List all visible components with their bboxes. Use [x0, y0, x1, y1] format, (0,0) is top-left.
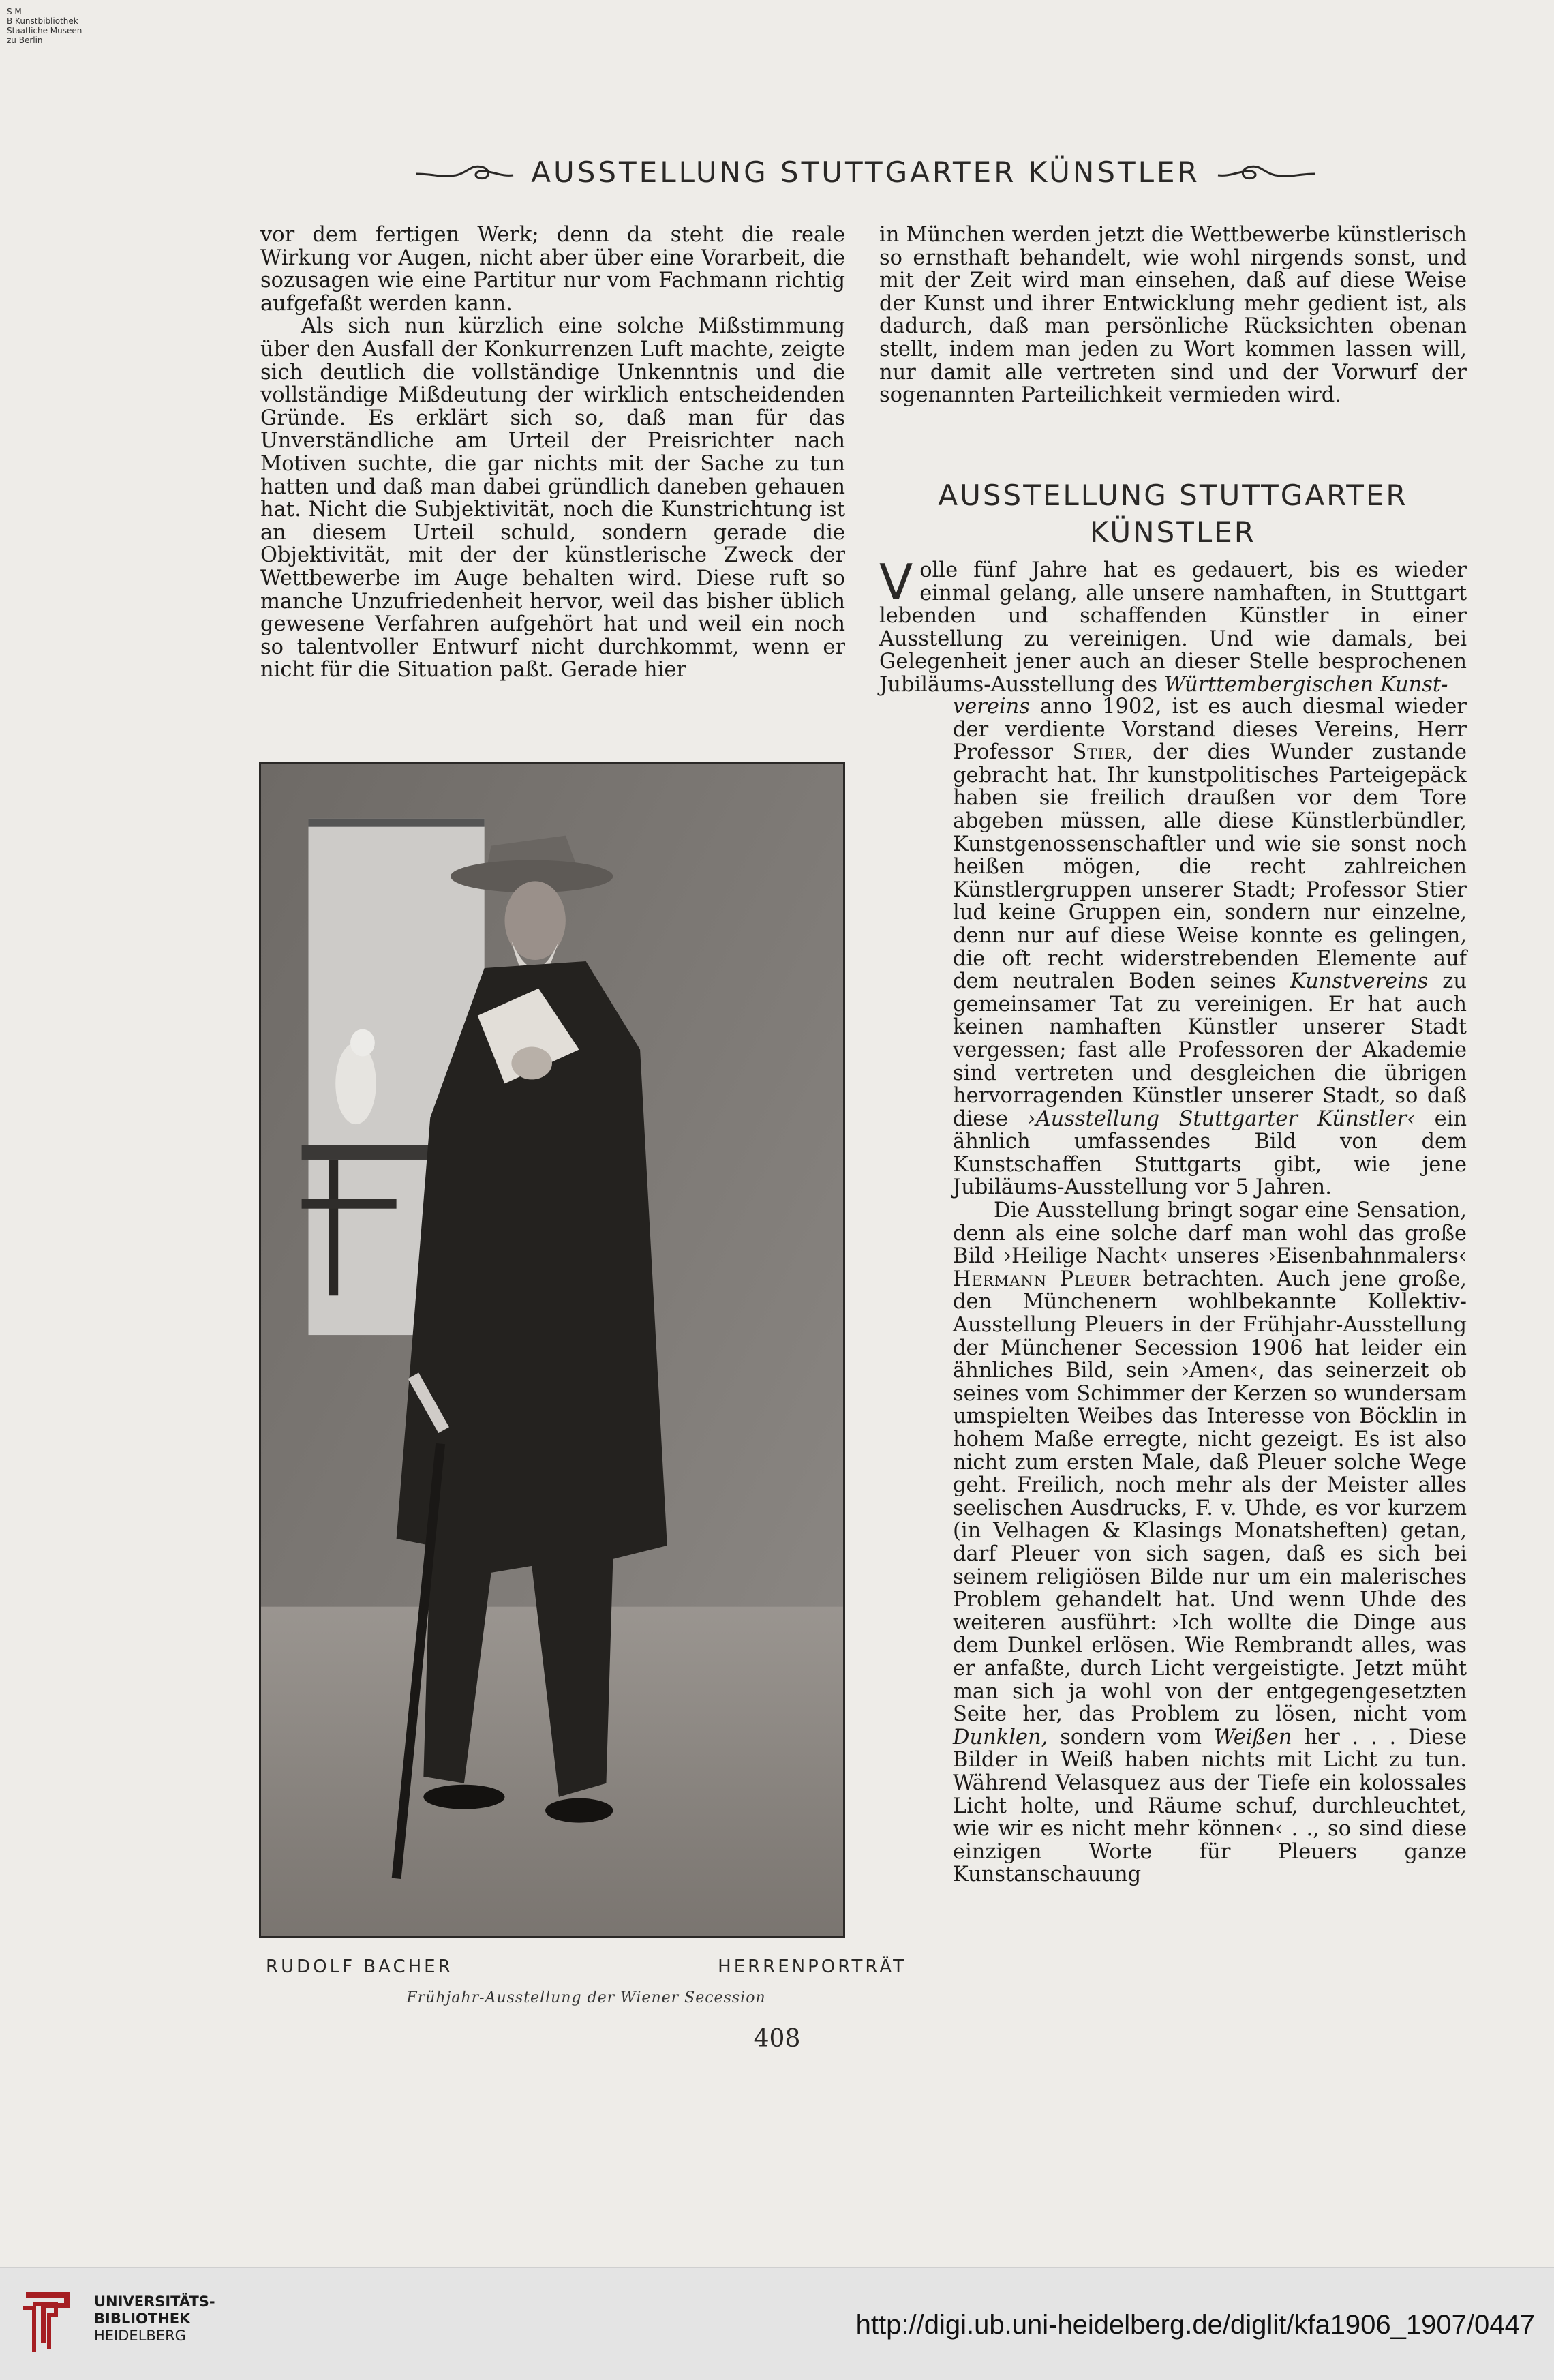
- shoe-right: [545, 1798, 613, 1823]
- shoe-left: [423, 1785, 504, 1809]
- figure-caption: [266, 1957, 906, 1977]
- section-heading: AUSSTELLUNG STUTTGARTER KÜNSTLER: [938, 479, 1408, 549]
- paragraph: olle fünf Jahre hat es gedauert, bis es wieder einmal gelang, alle unsere namhaften, in Stuttgart lebenden und schaffenden Künstler in einer Ausstellung zu vereinigen. Und wie damals, bei Gelegenheit jener auch an dieser Stelle besprochenen Jubiläums-Ausstellung des Württembergischen Kunst-: [879, 558, 1467, 697]
- paragraph: Die Ausstellung bringt sogar eine Sensation, denn als eine solche darf man wohl das große Bild ›Heilige Nacht‹ unseres ›Eisenbahnmalers‹ Hermann Pleuer betrachten. Auch jene große, den Münchenern wohlbekannte Kollektiv-Ausstellung Pleuers in der Frühjahr-Ausstellung der Münchener Secession 1906 hat leider ein ähnliches Bild, sein ›Amen‹, das seinerzeit ob seines vom Schimmer der Kerzen so wundersam umspielten Weibes das Interesse von Böcklin in hohem Maße erregte, nicht gezeigt. Es ist also nicht zum ersten Male, daß Pleuer solche Wege geht. Freilich, noch mehr als der Meister alles seelischen Ausdrucks, F. v. Uhde, es vor kurzem (in Velhagen & Klasings Monatsheften) getan, darf Pleuer von sich sagen, daß es sich bei seinem religiösen Bilde nur um ein malerisches Problem gehandelt hat. Und wenn Uhde des weiteren ausführt: ›Ich wollte die Dinge aus dem Dunkel erlösen. Wie Rembrandt alles, was er anfaßte, durch Licht vergeistigte. Jetzt müht man sich ja wohl von der entgegengesetzten Seite her, das Problem zu lösen, nicht vom Dunklen, sondern vom Weißen her . . . Diese Bilder in Weiß haben nichts mit Licht zu tun. Während Velasquez aus der Tiefe ein kolossales Licht holte, und Räume schuf, durchleuchtet, wie wir es nicht mehr können‹ . ., so sind diese einzigen Worte für Pleuers ganze Kunstanschauung: [953, 1199, 1467, 1887]
- article-intro: [879, 554, 1467, 697]
- right-column-body: [953, 695, 1467, 1886]
- paragraph: in München werden jetzt die Wettbewerbe künstlerisch so ernsthaft behandelt, wie wohl nirgends sonst, und mit der Zeit wird man einsehen, daß auf diese Weise der Kunst und ihrer Entwicklung mehr gedient ist, als dadurch, daß man persönliche Rücksichten obenan stellt, indem man jeden zu Wort kommen lassen will, nur damit alle vertreten sind und der Vorwurf der sogenannten Parteilichkeit vermieden wird.: [879, 223, 1467, 408]
- portrait-image: [261, 764, 843, 1936]
- library-logo-icon: [19, 2281, 82, 2356]
- left-column: [260, 224, 845, 682]
- portrait-photograph: [259, 762, 845, 1938]
- library-name: UNIVERSITÄTS- BIBLIOTHEK HEIDELBERG: [94, 2293, 215, 2344]
- drop-cap: V: [879, 554, 913, 611]
- library-logo[interactable]: [19, 2281, 215, 2356]
- caption-title: HERRENPORTRÄT: [718, 1957, 906, 1977]
- running-header: [382, 151, 1350, 192]
- caption-subtitle: Frühjahr-Ausstellung der Wiener Secession: [406, 1989, 766, 2006]
- paragraph: vor dem fertigen Werk; denn da steht die reale Wirkung vor Augen, nicht aber über eine Vorarbeit, die sozusagen wie eine Partitur nur vom Fachmann richtig aufgefaßt werden kann.: [260, 223, 845, 316]
- permalink-url[interactable]: http://digi.ub.uni-heidelberg.de/diglit/kfa1906_1907/0447: [855, 2310, 1535, 2340]
- ornament-right-icon: [1215, 160, 1317, 183]
- paragraph: vereins anno 1902, ist es auch diesmal wieder der verdiente Vorstand dieses Vereins, Herr Professor Stier, der dies Wunder zustande gebracht hat. Ihr kunstpolitisches Parteigepäck haben sie freilich draußen vor dem Tore abgeben müssen, alle diese Künstlerbündler, Kunstgenossenschaftler und wie sie sonst noch heißen mögen, die recht zahlreichen Künstlergruppen unserer Stadt; Professor Stier lud keine Gruppen ein, sondern nur einzelne, denn nur auf diese Weise konnte es gelingen, die oft recht widerstrebenden Elemente auf dem neutralen Boden seines Kunstvereins zu gemeinsamer Tat zu vereinigen. Er hat auch keinen namhaften Künstler unserer Stadt vergessen; fast alle Professoren der Akademie sind vertreten und desgleichen die übrigen hervorragenden Künstler unserer Stadt, so daß diese ›Ausstellung Stuttgarter Künstler‹ ein ähnlich umfassendes Bild von dem Kunstschaffen Stuttgarts gibt, wie jene Jubiläums-Ausstellung vor 5 Jahren.: [953, 695, 1467, 1200]
- caption-artist: RUDOLF BACHER: [266, 1957, 453, 1977]
- header-title: AUSSTELLUNG STUTTGARTER KÜNSTLER: [531, 155, 1200, 189]
- cherub-statue: [335, 1043, 376, 1125]
- viewer-footer: [0, 2267, 1554, 2380]
- ornament-left-icon: [414, 160, 516, 183]
- page-number: 408: [753, 2025, 801, 2053]
- paragraph: Als sich nun kürzlich eine solche Mißstimmung über den Ausfall der Konkurrenzen Luft machte, zeigte sich deutlich die vollständige Unkenntnis und die vollständige Mißdeutung der wirklich entscheidenden Gründe. Es erklärt sich so, daß man für das Unverständliche am Urteil der Preisrichter nach Motiven suchte, die gar nichts mit der Sache zu tun hatten und daß man dabei gründlich daneben gehauen hat. Nicht die Subjektivität, noch die Kunstrichtung ist an diesem Urteil schuld, sondern gerade die Objektivität, mit der der künstlerische Zweck der Wettbewerbe im Auge behalten wird. Diese ruft so manche Unzufriedenheit hervor, weil das bisher üblich gewesene Verfahren aufgehört hat und weil ein noch so talentvoller Entwurf nicht durchkommt, wenn er nicht für die Situation paßt. Gerade hier: [260, 314, 845, 682]
- library-stamp: S M B Kunstbibliothek Staatliche Museen zu Berlin: [7, 7, 82, 45]
- right-column-top: [879, 224, 1467, 407]
